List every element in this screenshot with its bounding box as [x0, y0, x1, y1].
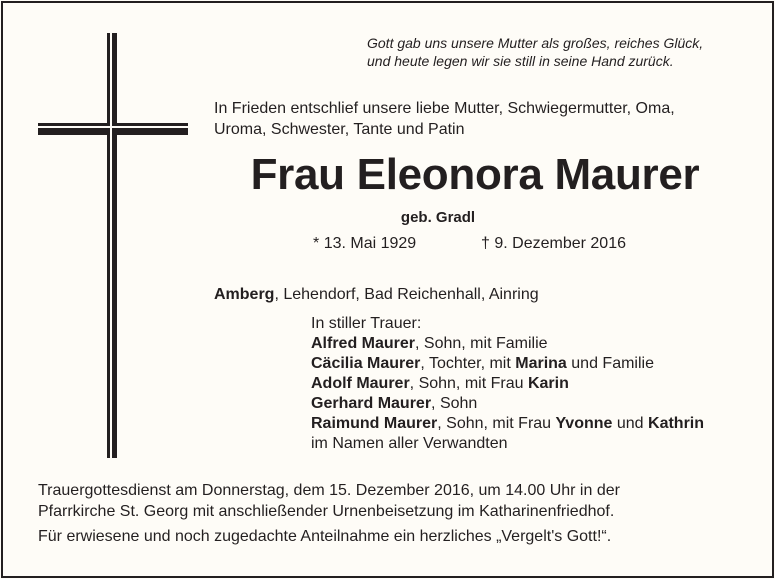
birth-date [313, 234, 416, 254]
intro-line: Uroma, Schwester, Tante und Patin [214, 121, 465, 138]
mourner-row [311, 394, 761, 414]
mourner-relation: , Sohn, mit Frau [409, 375, 528, 392]
quote-line: und heute legen wir sie still in seine Hand zurück. [367, 53, 674, 69]
mourner-relation: , Sohn [431, 395, 478, 412]
intro-line: In Frieden entschlief unsere liebe Mutter, Schwiegermutter, Oma, [214, 100, 675, 117]
mourner-relation: , Sohn, mit Familie [415, 335, 548, 352]
cross-vertical-inline [110, 33, 112, 458]
place-main: Amberg [214, 286, 275, 303]
service-line: Pfarrkirche St. Georg mit anschließender Urnenbeisetzung im Katharinenfriedhof. [38, 503, 615, 520]
mourner-name: Cäcilia Maurer [311, 355, 421, 372]
birth-symbol: * [313, 235, 320, 252]
places-line [214, 285, 734, 305]
cross-horizontal-beam [38, 123, 188, 135]
mourner-row [311, 354, 761, 374]
bible-quote [367, 34, 757, 70]
mourner-row [311, 334, 761, 354]
mourners-heading: In stiller Trauer: [311, 315, 422, 332]
deceased-name: Frau Eleonora Maurer [250, 150, 700, 199]
funeral-service-info [38, 480, 758, 522]
thanks-note: Für erwiesene und noch zugedachte Anteilnahme ein herzliches „Vergelt's Gott!“. [38, 528, 612, 545]
mourner-relation: und Familie [566, 355, 654, 372]
mourner-row [311, 374, 761, 394]
mourners-list [311, 314, 761, 454]
mourner-name: Gerhard Maurer [311, 395, 432, 412]
mourner-name: Raimund Maurer [311, 415, 438, 432]
death-date-value: 9. Dezember 2016 [494, 235, 626, 252]
intro-text [214, 98, 744, 140]
death-date [481, 234, 626, 254]
mourner-name: Alfred Maurer [311, 335, 416, 352]
mourner-relation: , Tochter, mit [420, 355, 516, 372]
cross-vertical-beam [107, 33, 117, 458]
mourner-relation: und [612, 415, 649, 432]
place-rest: , Lehendorf, Bad Reichenhall, Ainring [274, 286, 539, 303]
quote-line: Gott gab uns unsere Mutter als großes, reiches Glück, [367, 35, 704, 51]
mourner-partner-name: Marina [515, 355, 567, 372]
mourner-partner-name: Yvonne [555, 415, 613, 432]
mourner-relation: , Sohn, mit Frau [437, 415, 556, 432]
mourners-footer: im Namen aller Verwandten [311, 435, 508, 452]
born-name: geb. Gradl [400, 209, 476, 226]
cross-horizontal-inline [38, 126, 188, 128]
death-symbol: † [481, 235, 490, 252]
mourner-partner-name: Karin [527, 375, 569, 392]
service-line: Trauergottesdienst am Donnerstag, dem 15. Dezember 2016, um 14.00 Uhr in der [38, 482, 620, 499]
mourner-name: Adolf Maurer [311, 375, 410, 392]
mourner-row [311, 414, 761, 434]
birth-date-value: 13. Mai 1929 [323, 235, 417, 252]
mourner-partner-name: Kathrin [648, 415, 705, 432]
